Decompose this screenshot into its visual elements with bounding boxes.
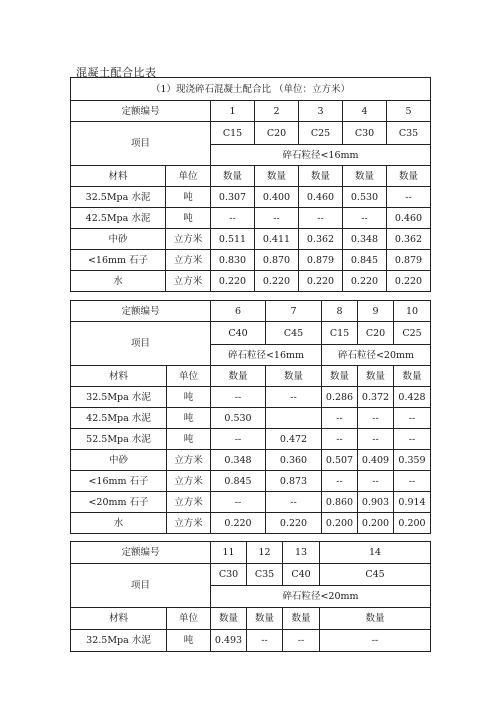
table-row: [71, 271, 431, 292]
quantity-cell: 0.411: [255, 229, 299, 250]
material-name: 32.5Mpa 水泥: [71, 387, 167, 408]
quantity-cell: 0.460: [299, 187, 343, 208]
quantity-cell: 0.914: [394, 492, 431, 513]
quota-number: 5: [387, 101, 431, 122]
quantity-cell: [266, 408, 322, 429]
table-row: [71, 208, 431, 229]
quantity-cell: 0.903: [358, 492, 394, 513]
material-name: 42.5Mpa 水泥: [71, 208, 166, 229]
unit-header: 单位: [166, 166, 211, 187]
table-caption: （1）现浇碎石混凝土配合比 （单位：立方米）: [71, 78, 431, 101]
quantity-cell: 0.348: [343, 229, 387, 250]
quantity-cell: 0.530: [343, 187, 387, 208]
quantity-header: 数量: [299, 166, 343, 187]
material-name: 水: [71, 513, 167, 534]
quantity-cell: --: [211, 208, 255, 229]
quota-number: 1: [211, 101, 255, 122]
concrete-grade: C25: [299, 122, 343, 145]
material-unit: 立方米: [166, 271, 211, 292]
material-header: 材料: [71, 608, 167, 630]
quantity-cell: --: [255, 208, 299, 229]
concrete-grade: C45: [266, 322, 322, 345]
quantity-cell: --: [394, 471, 431, 492]
quantity-cell: --: [322, 429, 358, 450]
quantity-cell: 0.860: [322, 492, 358, 513]
quantity-cell: 0.428: [394, 387, 431, 408]
material-unit: 立方米: [167, 450, 211, 471]
quantity-cell: 0.830: [211, 250, 255, 271]
material-unit: 立方米: [167, 513, 211, 534]
item-label: 项目: [71, 122, 211, 166]
concrete-grade: C20: [255, 122, 299, 145]
material-name: 中砂: [71, 229, 166, 250]
quantity-cell: --: [211, 387, 266, 408]
quota-number: 9: [358, 301, 394, 322]
mix-ratio-table-1: [70, 77, 431, 292]
quota-number-label: 定额编号: [71, 301, 211, 322]
quantity-cell: 0.307: [211, 187, 255, 208]
material-name: <16mm 石子: [71, 250, 166, 271]
concrete-grade: C15: [211, 122, 255, 145]
table-row: [71, 250, 431, 271]
quantity-cell: --: [358, 429, 394, 450]
quantity-header: 数量: [343, 166, 387, 187]
quota-number: 7: [266, 301, 322, 322]
quantity-cell: 0.360: [266, 450, 322, 471]
quota-number: 8: [322, 301, 358, 322]
concrete-grade: C35: [247, 564, 283, 586]
unit-header: 单位: [167, 366, 211, 387]
quantity-cell: 0.220: [211, 513, 266, 534]
quantity-cell: --: [320, 630, 431, 652]
material-unit: 吨: [167, 429, 211, 450]
quantity-cell: 0.220: [211, 271, 255, 292]
material-name: <16mm 石子: [71, 471, 167, 492]
quota-number: 3: [299, 101, 343, 122]
quantity-cell: --: [266, 492, 322, 513]
quantity-cell: --: [394, 429, 431, 450]
quantity-cell: --: [266, 387, 322, 408]
table-row: [71, 229, 431, 250]
quota-number: 6: [211, 301, 266, 322]
quantity-cell: 0.873: [266, 471, 322, 492]
table-row: [71, 408, 431, 429]
quantity-cell: --: [358, 471, 394, 492]
quantity-header: 数量: [211, 608, 247, 630]
quantity-cell: 0.200: [394, 513, 431, 534]
document-title: 混凝土配合比表: [76, 66, 157, 79]
concrete-grade: C40: [211, 322, 266, 345]
material-name: 中砂: [71, 450, 167, 471]
quantity-cell: 0.362: [299, 229, 343, 250]
quantity-cell: --: [387, 187, 431, 208]
quantity-cell: 0.879: [387, 250, 431, 271]
material-name: 32.5Mpa 水泥: [71, 187, 166, 208]
quantity-cell: --: [211, 429, 266, 450]
material-unit: 吨: [167, 408, 211, 429]
quantity-cell: 0.348: [211, 450, 266, 471]
material-name: 32.5Mpa 水泥: [71, 630, 167, 652]
material-name: 52.5Mpa 水泥: [71, 429, 167, 450]
concrete-grade: C30: [343, 122, 387, 145]
concrete-grade: C40: [283, 564, 320, 586]
table-row: [71, 513, 431, 534]
quantity-cell: 0.409: [358, 450, 394, 471]
quota-number: 14: [320, 542, 431, 564]
material-header: 材料: [71, 366, 167, 387]
concrete-grade: C30: [211, 564, 247, 586]
table-row: [71, 387, 431, 408]
material-header: 材料: [71, 166, 166, 187]
quantity-cell: 0.879: [299, 250, 343, 271]
aggregate-size: 碎石粒径<16mm: [211, 145, 431, 166]
concrete-grade: C20: [358, 322, 394, 345]
quantity-header: 数量: [266, 366, 322, 387]
material-name: <20mm 石子: [71, 492, 167, 513]
quantity-header: 数量: [247, 608, 283, 630]
quantity-cell: 0.472: [266, 429, 322, 450]
quota-number: 4: [343, 101, 387, 122]
quantity-header: 数量: [322, 366, 358, 387]
quota-number: 12: [247, 542, 283, 564]
quantity-cell: --: [247, 630, 283, 652]
quota-number: 10: [394, 301, 431, 322]
table-row: [71, 492, 431, 513]
quantity-cell: 0.220: [299, 271, 343, 292]
quantity-cell: 0.400: [255, 187, 299, 208]
material-unit: 吨: [167, 630, 211, 652]
quantity-header: 数量: [394, 366, 431, 387]
quantity-header: 数量: [387, 166, 431, 187]
aggregate-size: 碎石粒径<16mm: [211, 345, 322, 366]
quota-number: 13: [283, 542, 320, 564]
quantity-cell: 0.220: [266, 513, 322, 534]
table-row: [71, 450, 431, 471]
material-unit: 立方米: [167, 471, 211, 492]
quantity-cell: 0.220: [255, 271, 299, 292]
quantity-cell: 0.362: [387, 229, 431, 250]
quantity-header: 数量: [320, 608, 431, 630]
quantity-cell: 0.220: [343, 271, 387, 292]
item-label: 项目: [71, 564, 211, 608]
aggregate-size: 碎石粒径<20mm: [322, 345, 431, 366]
quantity-cell: --: [322, 471, 358, 492]
quantity-header: 数量: [211, 166, 255, 187]
quantity-cell: --: [299, 208, 343, 229]
unit-header: 单位: [167, 608, 211, 630]
quantity-cell: 0.870: [255, 250, 299, 271]
quantity-cell: 0.460: [387, 208, 431, 229]
material-unit: 立方米: [166, 229, 211, 250]
material-unit: 立方米: [166, 250, 211, 271]
concrete-grade: C35: [387, 122, 431, 145]
quantity-cell: 0.511: [211, 229, 255, 250]
concrete-grade: C45: [320, 564, 431, 586]
quantity-cell: 0.359: [394, 450, 431, 471]
material-unit: 吨: [167, 387, 211, 408]
quantity-cell: 0.372: [358, 387, 394, 408]
item-label: 项目: [71, 322, 211, 366]
quota-number-label: 定额编号: [71, 542, 211, 564]
material-name: 水: [71, 271, 166, 292]
quantity-cell: --: [394, 408, 431, 429]
quota-number: 2: [255, 101, 299, 122]
quantity-cell: 0.845: [343, 250, 387, 271]
quota-number-label: 定额编号: [71, 101, 211, 122]
material-unit: 吨: [166, 208, 211, 229]
concrete-grade: C15: [322, 322, 358, 345]
quota-number: 11: [211, 542, 247, 564]
quantity-header: 数量: [358, 366, 394, 387]
mix-ratio-table-2: [70, 300, 431, 534]
quantity-cell: 0.286: [322, 387, 358, 408]
table-row: [71, 429, 431, 450]
quantity-cell: --: [322, 408, 358, 429]
mix-ratio-table-3: [70, 541, 431, 652]
quantity-header: 数量: [211, 366, 266, 387]
quantity-cell: --: [358, 408, 394, 429]
quantity-cell: 0.200: [322, 513, 358, 534]
table-row: [71, 471, 431, 492]
quantity-cell: --: [283, 630, 320, 652]
quantity-header: 数量: [255, 166, 299, 187]
quantity-cell: 0.530: [211, 408, 266, 429]
quantity-cell: 0.507: [322, 450, 358, 471]
aggregate-size: 碎石粒径<20mm: [211, 586, 431, 608]
quantity-header: 数量: [283, 608, 320, 630]
material-unit: 立方米: [167, 492, 211, 513]
quantity-cell: 0.845: [211, 471, 266, 492]
table-row: [71, 630, 431, 652]
quantity-cell: 0.493: [211, 630, 247, 652]
quantity-cell: 0.200: [358, 513, 394, 534]
quantity-cell: 0.220: [387, 271, 431, 292]
concrete-grade: C25: [394, 322, 431, 345]
quantity-cell: --: [211, 492, 266, 513]
material-name: 42.5Mpa 水泥: [71, 408, 167, 429]
quantity-cell: --: [343, 208, 387, 229]
table-row: [71, 187, 431, 208]
material-unit: 吨: [166, 187, 211, 208]
